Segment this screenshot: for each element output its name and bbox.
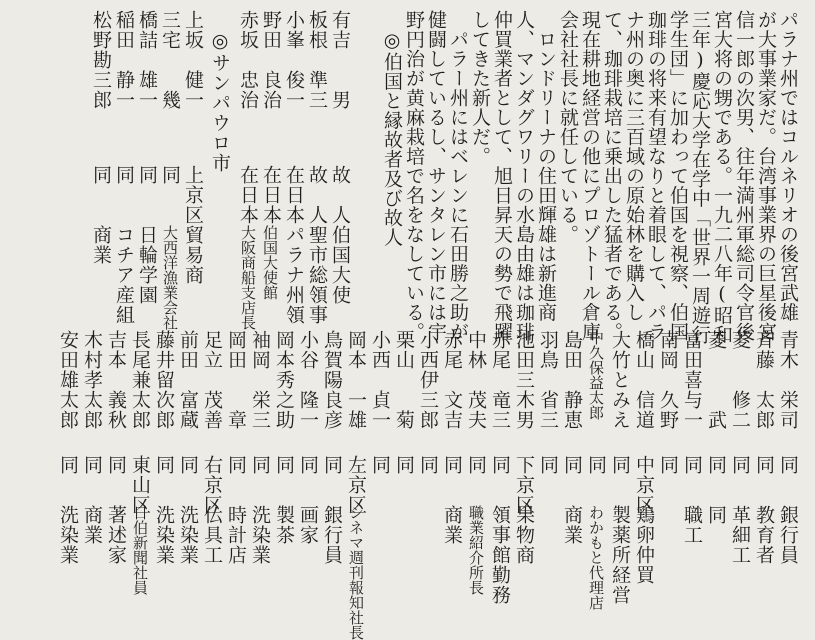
entry-occupation: 商業	[561, 505, 583, 545]
prose-line: 珈琲の将来有望なりと着眼して、パラ	[645, 10, 667, 342]
entry-place: 同	[417, 455, 439, 475]
entry-name: 上坂 健一	[182, 10, 204, 110]
entry-place: 同	[297, 455, 319, 475]
entry-name: 羽鳥 省三	[537, 330, 559, 430]
entry-place: 同	[561, 455, 583, 475]
entry-occupation: 製薬所経営	[609, 505, 631, 605]
entry-occupation: シネマ週刊報知社長	[347, 505, 365, 640]
entry-name: 小西 貞一	[369, 330, 391, 430]
entry-place: 同	[537, 455, 559, 475]
entry-place: 同	[81, 455, 103, 475]
entry-name: 大竹とみえ	[609, 330, 631, 430]
entry-name: 長尾兼太郎	[129, 330, 151, 430]
entry-occupation: 時計店	[225, 505, 247, 565]
entry-occupation: 著述家	[105, 505, 127, 565]
entry-name: 橋山 信道	[633, 330, 655, 430]
entry-place: 下京区	[513, 455, 535, 515]
entry-occupation: 洗染業	[177, 505, 199, 565]
entry-place: 上京区	[182, 165, 204, 225]
entry-name: 野田 良治	[260, 10, 282, 110]
entry-place: 同	[369, 455, 391, 475]
entry-occupation: 伯国大使館	[261, 225, 279, 300]
entry-name: 岡本秀之助	[273, 330, 295, 430]
prose-line: ロンドリーナの住田輝雄は新進商	[535, 10, 557, 322]
entry-occupation: 鶏卵仲買	[633, 505, 655, 585]
entry-name: 赤尾 竜三	[489, 330, 511, 430]
entry-place: 右京区	[201, 455, 223, 515]
entry-name: 中久保益太郎	[587, 330, 605, 420]
entry-place: 東山区	[129, 455, 151, 515]
entry-occupation: 革細工	[729, 505, 751, 565]
entry-place: 同	[609, 455, 631, 475]
prose-line: 人、マンダグワリーの水島由雄は珈琲	[513, 10, 535, 342]
entry-place: 同	[113, 165, 135, 185]
entry-occupation: 職業紹介所長	[467, 505, 485, 595]
entry-place: 在日本	[283, 165, 305, 225]
entry-occupation: 銀行員	[777, 505, 799, 565]
entry-place: 同	[441, 455, 463, 475]
entry-place: 同	[57, 455, 79, 475]
entry-occupation: 伯国大使	[329, 225, 351, 305]
entry-place: 同	[321, 455, 343, 475]
entry-place: 同	[489, 455, 511, 475]
entry-place: 故 人	[306, 165, 328, 225]
entry-occupation: 領事館勤務	[489, 505, 511, 605]
entry-place: 同	[225, 455, 247, 475]
entry-name: 足立 茂善	[201, 330, 223, 430]
entry-place: 同	[153, 455, 175, 475]
entry-occupation: 大西洋漁業会社	[161, 225, 179, 330]
entry-occupation: 職工	[681, 505, 703, 545]
entry-occupation: 洗染業	[153, 505, 175, 565]
entry-occupation: 商業	[90, 225, 112, 265]
entry-occupation: コチア産組	[113, 225, 135, 325]
entry-name: 島田 静恵	[561, 330, 583, 430]
entry-occupation: 仏具工	[201, 505, 223, 565]
entry-name: 木村孝太郎	[81, 330, 103, 430]
entry-name: 板根 準三	[306, 10, 328, 110]
entry-name: 池田三木男	[513, 330, 535, 430]
entry-place: 同	[136, 165, 158, 185]
entry-name: 安田雄太郎	[57, 330, 79, 430]
prose-line: ナ州の奥に三百域の原始林を購入し	[623, 10, 645, 322]
entry-name: 岡本 一雄	[345, 330, 367, 430]
entry-name: 橋詰 雄一	[136, 10, 158, 110]
entry-place: 故 人	[329, 165, 351, 225]
entry-name: 吉本 義秋	[105, 330, 127, 430]
prose-line: 野円治が黄麻栽培で名をなしている。	[403, 10, 425, 342]
entry-occupation: 画家	[297, 505, 319, 545]
entry-occupation: わかもと代理店	[587, 505, 605, 610]
entry-name: 前田 富蔵	[177, 330, 199, 430]
entry-place: 同	[657, 455, 679, 475]
entry-place: 左京区	[345, 455, 367, 515]
entry-occupation: 貿易商	[182, 225, 204, 285]
prose-line: 現在耕地経営の他にプロゾトール倉庫	[579, 10, 601, 342]
prose-line: 健闘しているし、サンタレン市には宇	[425, 10, 447, 342]
entry-name: 岡田 章	[225, 330, 247, 430]
entry-place: 在日本	[260, 165, 282, 225]
entry-occupation: 大阪商船支店長	[239, 225, 257, 330]
prose-line: 宮大将の甥である。一九二八年(昭和	[711, 10, 733, 345]
entry-name: 菱 修二	[729, 330, 751, 430]
entry-name: 三宅 幾	[159, 10, 181, 110]
entry-place: 同	[705, 455, 727, 475]
entry-place: 同	[90, 165, 112, 185]
entry-occupation: 洗染業	[249, 505, 271, 565]
entry-occupation: 商業	[81, 505, 103, 545]
entry-name: 富田喜与一	[681, 330, 703, 430]
entry-name: 小峯 俊一	[283, 10, 305, 110]
entry-occupation: 日輪学園	[136, 225, 158, 305]
entry-name: 有吉 男	[329, 10, 351, 110]
entry-place: 同	[753, 455, 775, 475]
entry-place: 同	[393, 455, 415, 475]
entry-place: 同	[585, 455, 607, 475]
entry-place: 同	[273, 455, 295, 475]
entry-name: 鳥賀陽良彦	[321, 330, 343, 430]
entry-occupation: 果物商	[513, 505, 535, 565]
entry-name: 栗山 菊	[393, 330, 415, 430]
prose-line: が大事業家だ。台湾事業界の巨星後宮	[755, 10, 777, 342]
entry-occupation: 製茶	[273, 505, 295, 545]
section-heading: ◎伯国と縁故者及び故人	[381, 10, 403, 247]
prose-line: 仲買業者として、旭日昇天の勢で飛躍	[491, 10, 513, 342]
entry-name: 南岡 久野	[657, 330, 679, 430]
entry-name: 青木 栄司	[777, 330, 799, 430]
entry-occupation: 銀行員	[321, 505, 343, 565]
prose-line: て、珈琲栽培に乗出した猛者である。	[601, 10, 623, 342]
entry-place: 同	[249, 455, 271, 475]
entry-name: 小谷 隆一	[297, 330, 319, 430]
prose-line: 会社社長に就任している。	[557, 10, 579, 244]
entry-name: 赤坂 忠治	[237, 10, 259, 110]
prose-line: 学生団」に加わって伯国を視察、伯国	[667, 10, 689, 342]
entry-name: 松野勘三郎	[90, 10, 112, 110]
entry-place: 同	[159, 165, 181, 185]
entry-place: 中京区	[633, 455, 655, 515]
entry-occupation: パラナ州領	[283, 225, 305, 325]
entry-place: 同	[729, 455, 751, 475]
entry-name: 赤尾 文吉	[441, 330, 463, 430]
entry-name: 小西伊三郎	[417, 330, 439, 430]
prose-line: パラー州にはベレンに石田勝之助が	[447, 10, 469, 342]
prose-line: 信一郎の次男、往年満州軍総司令官後	[733, 10, 755, 342]
entry-place: 同	[681, 455, 703, 475]
entry-place: 同	[105, 455, 127, 475]
entry-occupation: 聖市総領事	[306, 225, 328, 325]
entry-name: 藤井留次郎	[153, 330, 175, 430]
entry-name: 袖岡 栄三	[249, 330, 271, 430]
section-heading: ◎サンパウロ市	[209, 30, 231, 173]
entry-name: 稲田 静一	[113, 10, 135, 110]
entry-occupation: 商業	[441, 505, 463, 545]
entry-name: 菱 武	[705, 330, 727, 430]
entry-occupation: 日伯新聞社員	[131, 505, 149, 595]
prose-line: 三年)慶応大学在学中「世界一周遊行	[689, 10, 711, 345]
entry-place: 同	[777, 455, 799, 475]
entry-occupation: 洗染業	[57, 505, 79, 565]
entry-place: 同	[177, 455, 199, 475]
entry-occupation: 教育者	[753, 505, 775, 565]
entry-occupation: 同	[705, 505, 727, 525]
entry-place: 在日本	[237, 165, 259, 225]
entry-name: 中林 茂夫	[465, 330, 487, 430]
prose-line: パラナ州ではコルネリオの後宮武雄	[777, 10, 799, 322]
entry-place: 同	[465, 455, 487, 475]
entry-name: 斉藤 太郎	[753, 330, 775, 430]
prose-line: してきた新人だ。	[469, 10, 491, 166]
